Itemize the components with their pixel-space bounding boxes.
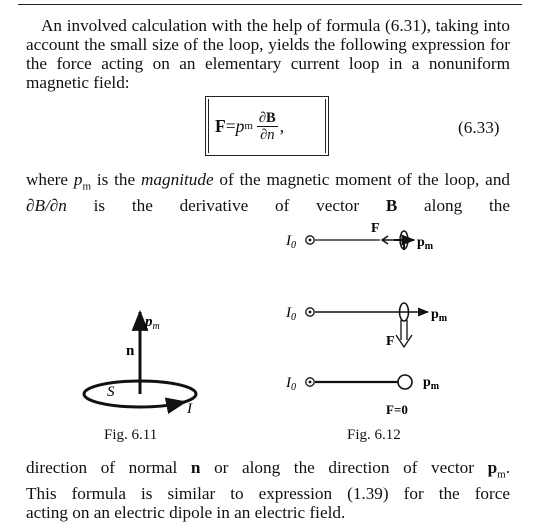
area-label: S <box>107 384 115 400</box>
pm-label: $p_m$ <box>417 235 434 252</box>
text-fragment: is the <box>91 170 142 189</box>
force-label: F <box>386 334 395 349</box>
moment-subscript: m <box>497 468 506 481</box>
pm-label: $p_m$ <box>431 307 448 324</box>
caption-fig-6-12: Fig. 6.12 <box>347 427 401 443</box>
derivative-symbol: ∂B/∂n <box>26 196 67 216</box>
force-symbol: F <box>215 115 226 136</box>
caption-fig-6-11: Fig. 6.11 <box>104 427 158 443</box>
equals-sign: = <box>225 115 236 136</box>
paragraph-conclusion <box>26 458 510 522</box>
moment-subscript: m <box>244 120 253 132</box>
emphasis-magnitude: magnitude <box>141 170 214 189</box>
moment-symbol: p <box>73 170 83 189</box>
wire-dot <box>309 239 312 242</box>
force-down-arrow <box>396 320 412 347</box>
text-fragment: of the magnetic moment of the <box>213 170 439 189</box>
text-line: following expression for the force acting on an elementary <box>26 35 511 73</box>
figure-6-12-bottom <box>285 375 440 417</box>
vector-b-symbol: B <box>385 196 398 216</box>
text-fragment: is the derivative of vector <box>66 196 386 216</box>
figure-6-11 <box>84 312 196 417</box>
figure-6-12-top <box>285 221 434 252</box>
fraction-denominator: ∂n <box>260 126 275 143</box>
text-fragment: along the <box>397 196 510 216</box>
text-fragment: or along the direction of vector <box>200 458 488 477</box>
small-loop <box>398 375 412 389</box>
text-line: An involved calculation with the help of formula (6.31), <box>41 16 431 35</box>
force-label: F <box>371 221 380 236</box>
moment-symbol: p <box>235 115 245 136</box>
equation-comma: , <box>279 115 285 136</box>
pm-label: $p_m$ <box>423 375 440 392</box>
moment-symbol: p <box>487 458 498 477</box>
pm-label: $p_m$ <box>145 314 160 332</box>
text-line: acting on an electric dipole in an electric field. <box>26 503 346 522</box>
current-label: I <box>187 401 192 417</box>
normal-symbol: n <box>190 458 201 477</box>
equation-number: (6.33) <box>458 118 500 137</box>
moment-subscript: m <box>82 180 91 193</box>
current-i0-label: $I_0$ <box>286 233 296 251</box>
fraction-numerator: ∂B <box>258 109 276 126</box>
normal-label: n <box>126 343 135 359</box>
text-line: current loop in a nonuniform magnetic field: <box>26 54 510 92</box>
text-line: This formula is similar to expression (1.39) for the force <box>26 484 510 504</box>
text-fragment: loop, and <box>444 170 511 189</box>
current-direction-arrow <box>170 402 185 405</box>
text-fragment: direction of normal <box>26 458 191 477</box>
wire-dot <box>309 311 312 314</box>
text-fragment: where <box>26 170 74 189</box>
text-line: taking into account the small size of the loop, yields the <box>26 16 511 54</box>
force-zero-label: F=0 <box>386 402 408 417</box>
figure-6-12-middle <box>285 303 448 349</box>
text-fragment: . <box>505 458 510 477</box>
current-i0-label: $I_0$ <box>286 375 296 393</box>
wire-dot <box>309 381 312 384</box>
current-i0-label: $I_0$ <box>286 305 296 323</box>
text-line <box>26 458 510 484</box>
